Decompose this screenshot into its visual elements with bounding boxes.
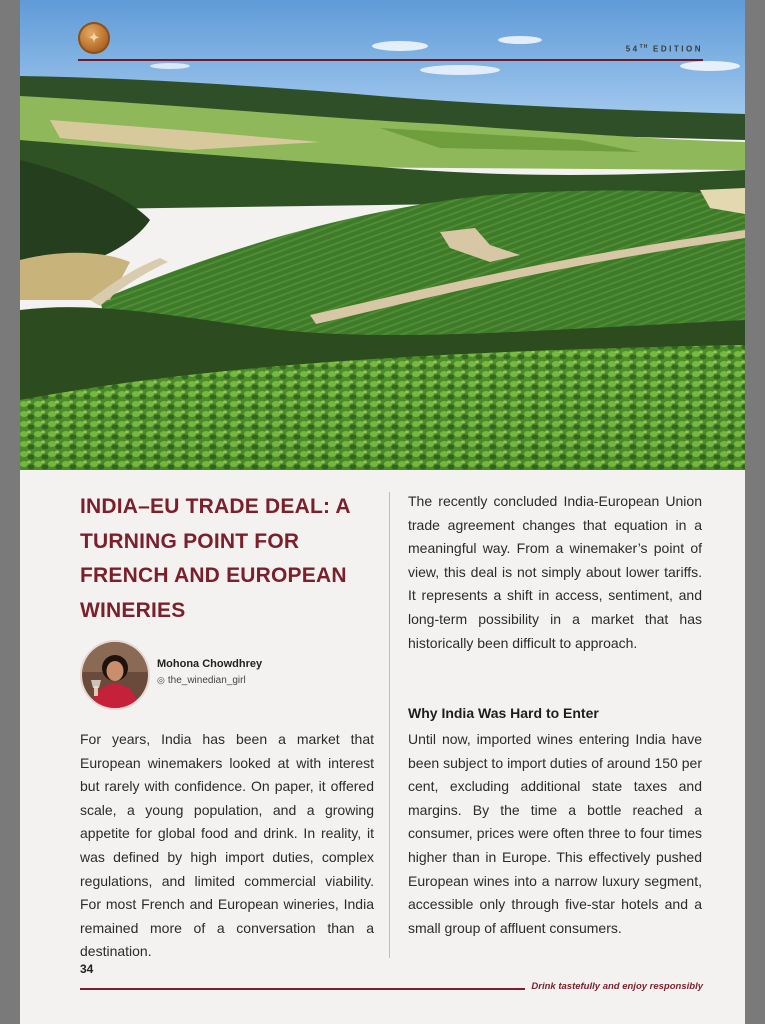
column-divider	[389, 492, 390, 958]
author-avatar	[80, 640, 150, 710]
author-name: Mohona Chowdhrey	[157, 658, 263, 670]
author-handle-row	[157, 675, 246, 686]
author-byline	[80, 640, 380, 710]
footer-divider	[80, 988, 525, 990]
section-paragraph: Until now, imported wines entering India have been subject to import duties of around 150 per cent, excluding additional state taxes and margins. By the time a bottle reached a consumer, prices were often three to four times higher than in Europe. This effectively pushed European wines into a narrow luxury segment, accessible only through five-star hotels and a small group of affluent consumers.	[408, 731, 702, 936]
section-subheading: Why India Was Hard to Enter	[408, 705, 599, 721]
edition-suffix: TH	[639, 44, 649, 50]
edition-number: 54	[625, 44, 640, 54]
author-handle: the_winedian_girl	[167, 675, 246, 686]
article-title: INDIA–EU TRADE DEAL: A TURNING POINT FOR FRENCH AND EUROPEAN WINERIES	[80, 495, 351, 622]
edition-word: EDITION	[653, 44, 703, 54]
edition-label	[626, 44, 703, 54]
intro-paragraph: For years, India has been a market that European winemakers looked at with interest but rarely with confidence. On paper, it offered scale, a young population, and a growing appetite for global food and drink. In reality, it was defined by high import duties, complex regulations, and limited commercial viability. For most French and European wineries, India remained more of a conversation than a destination.	[80, 731, 374, 960]
right-paragraph: The recently concluded India-European Union trade agreement changes that equation in a meaningful way. From a winemaker’s point of view, this deal is not simply about lower tariffs. It represents a shift in access, sentiment, and long-term possibility in a market that has historically been difficult to approach.	[408, 493, 702, 651]
page-number: 34	[80, 962, 94, 976]
magazine-page	[20, 0, 745, 1024]
vineyard-hills-photo	[20, 0, 745, 470]
footer-tagline: Drink tastefully and enjoy responsibly	[531, 981, 703, 992]
magazine-logo-coin: ✦	[78, 22, 110, 54]
header-divider	[78, 59, 703, 61]
at-sign-icon: ◎	[157, 675, 165, 685]
